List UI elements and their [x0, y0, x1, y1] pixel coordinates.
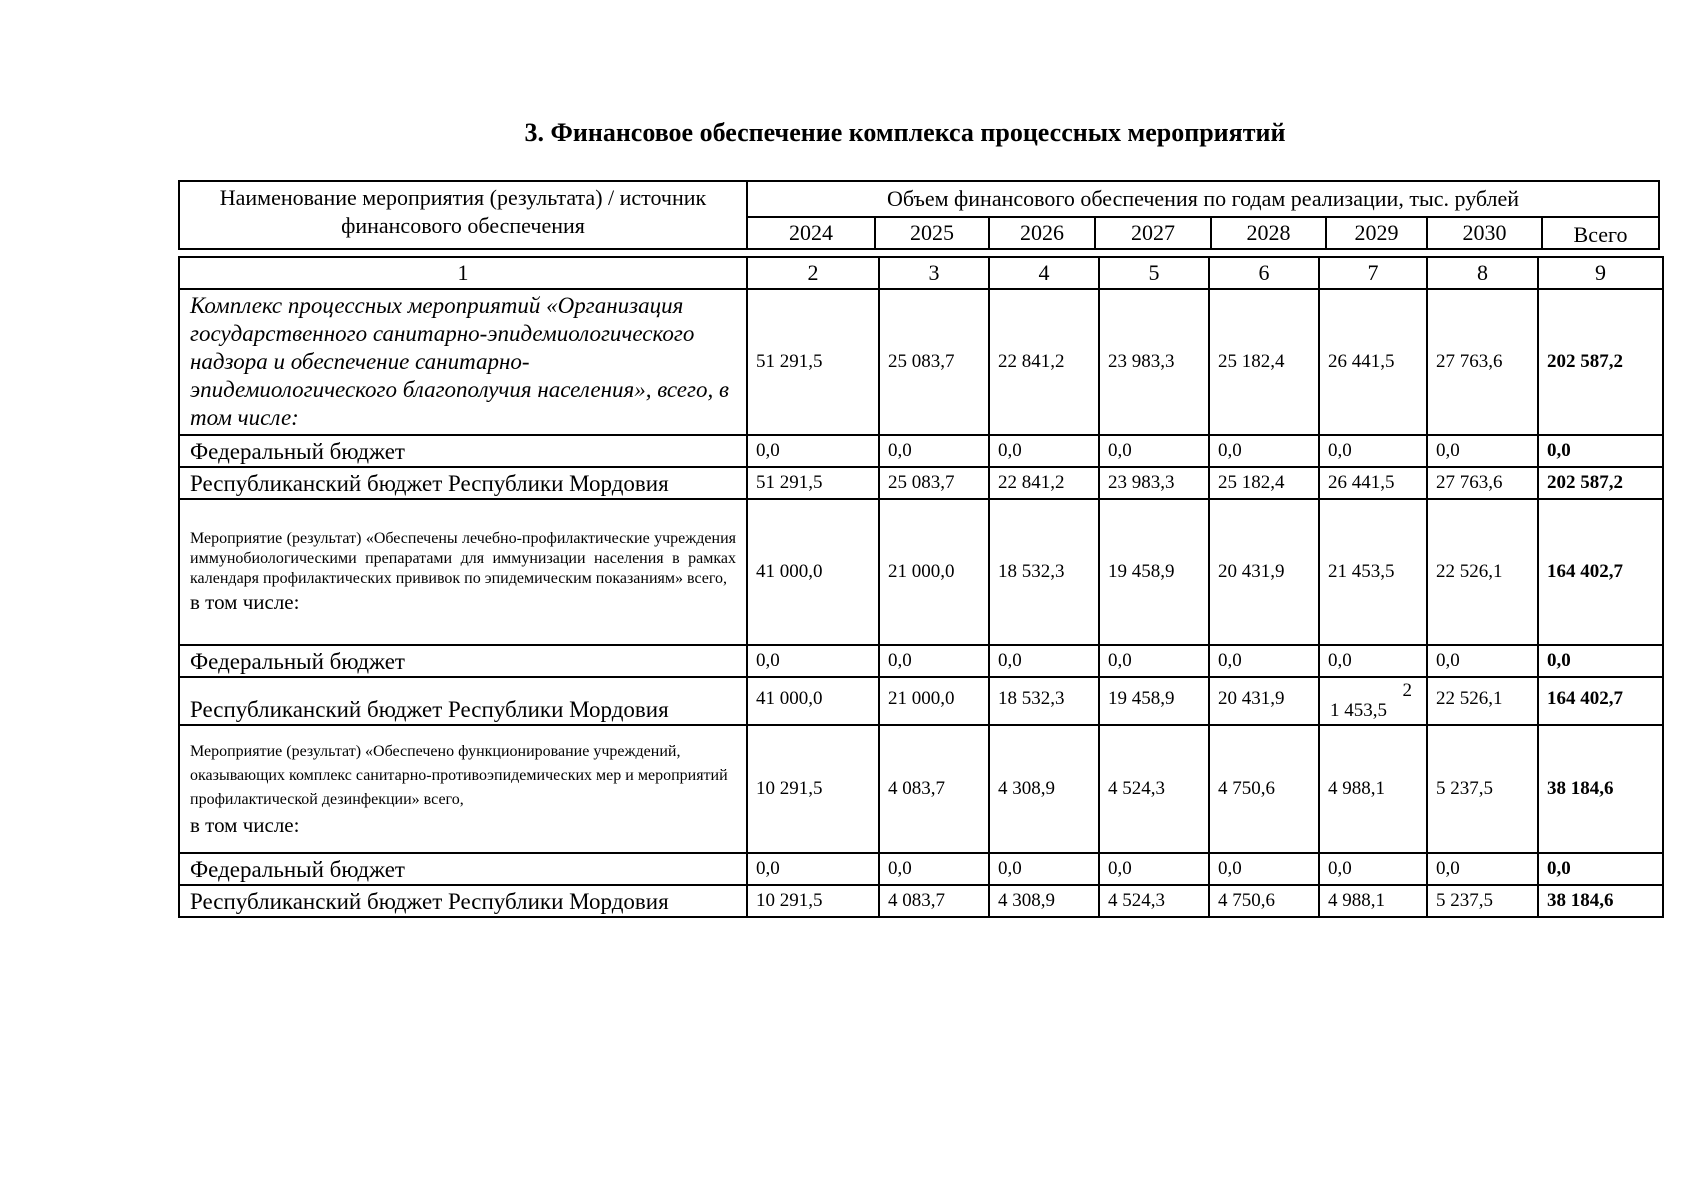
value-cell: 4 750,6	[1209, 885, 1319, 917]
value-cell: 25 083,7	[879, 289, 989, 435]
value-cell: 0,0	[747, 435, 879, 467]
row-label-cell	[179, 725, 747, 853]
column-number: 5	[1099, 257, 1209, 289]
row-label: Мероприятие (результат) «Обеспечены лечебно-профилактические учреждения иммунобиологическими препаратами для иммунизации населения в рамках календаря профилактических прививок по эпидемическим показаниям» всего,	[190, 530, 736, 587]
value-cell: 18 532,3	[989, 499, 1099, 645]
value-cell: 0,0	[879, 853, 989, 885]
total-cell: 164 402,7	[1538, 499, 1663, 645]
value-cell: 25 182,4	[1209, 467, 1319, 499]
value-cell: 0,0	[747, 853, 879, 885]
row-label: Республиканский бюджет Республики Мордовия	[179, 467, 747, 499]
value-cell: 5 237,5	[1427, 885, 1538, 917]
value-cell: 19 458,9	[1099, 499, 1209, 645]
value-cell: 5 237,5	[1427, 725, 1538, 853]
table-row	[179, 677, 1663, 725]
table-row	[179, 435, 1663, 467]
total-cell: 0,0	[1538, 645, 1663, 677]
column-number: 9	[1538, 257, 1663, 289]
row-label-tail: в том числе:	[190, 813, 300, 837]
value-cell: 0,0	[1427, 435, 1538, 467]
table-row	[179, 499, 1663, 645]
value-cell: 22 526,1	[1427, 677, 1538, 725]
row-label: Республиканский бюджет Республики Мордовия	[179, 677, 747, 725]
column-number: 8	[1427, 257, 1538, 289]
value-cell: 23 983,3	[1099, 289, 1209, 435]
value-cell: 22 841,2	[989, 289, 1099, 435]
value-cell: 21 000,0	[879, 677, 989, 725]
value-cell: 0,0	[1209, 853, 1319, 885]
total-cell: 0,0	[1538, 853, 1663, 885]
column-number: 1	[179, 257, 747, 289]
value-cell: 41 000,0	[747, 499, 879, 645]
value-cell: 0,0	[1099, 435, 1209, 467]
column-number: 6	[1209, 257, 1319, 289]
value-cell: 0,0	[1319, 853, 1427, 885]
value-cell: 22 841,2	[989, 467, 1099, 499]
header-volume-cell: Объем финансового обеспечения по годам реализации, тыс. рублей	[747, 181, 1659, 217]
row-label-tail: в том числе:	[190, 590, 300, 614]
total-cell: 202 587,2	[1538, 467, 1663, 499]
value-cell: 25 083,7	[879, 467, 989, 499]
row-label: Комплекс процессных мероприятий «Организация государственного санитарно-эпидемиологического надзора и обеспечение санитарно-эпидемиологического благополучия населения», всего, в том числе:	[179, 289, 747, 435]
value-cell: 4 750,6	[1209, 725, 1319, 853]
value-cell: 25 182,4	[1209, 289, 1319, 435]
value-cell: 0,0	[747, 645, 879, 677]
value-cell: 21 000,0	[879, 499, 989, 645]
value-cell: 0,0	[989, 435, 1099, 467]
header-year-2028: 2028	[1211, 217, 1326, 249]
value-cell: 20 431,9	[1209, 677, 1319, 725]
column-number: 7	[1319, 257, 1427, 289]
value-cell: 10 291,5	[747, 725, 879, 853]
column-number-row	[179, 257, 1663, 289]
value-cell: 26 441,5	[1319, 467, 1427, 499]
value-cell: 20 431,9	[1209, 499, 1319, 645]
header-year-2026: 2026	[989, 217, 1095, 249]
data-table	[178, 256, 1664, 918]
table-row	[179, 853, 1663, 885]
value-cell: 0,0	[1319, 645, 1427, 677]
value-cell: 0,0	[879, 645, 989, 677]
total-cell: 202 587,2	[1538, 289, 1663, 435]
value-cell: 0,0	[989, 853, 1099, 885]
value-cell: 0,0	[879, 435, 989, 467]
header-name-cell: Наименование мероприятия (результата) / источник финансового обеспечения	[179, 181, 747, 249]
row-label: Федеральный бюджет	[179, 435, 747, 467]
value-cell: 27 763,6	[1427, 289, 1538, 435]
value-cell: 26 441,5	[1319, 289, 1427, 435]
table-row	[179, 467, 1663, 499]
page-title: 3. Финансовое обеспечение комплекса процессных мероприятий	[524, 118, 1286, 147]
value-cell-split	[1319, 677, 1427, 725]
value-cell: 4 524,3	[1099, 885, 1209, 917]
value-cell: 51 291,5	[747, 289, 879, 435]
value-cell: 0,0	[1209, 435, 1319, 467]
table-row	[179, 885, 1663, 917]
row-label: Федеральный бюджет	[179, 645, 747, 677]
table-row	[179, 289, 1663, 435]
value-cell: 0,0	[1099, 645, 1209, 677]
header-year-2024: 2024	[747, 217, 875, 249]
row-label: Республиканский бюджет Республики Мордовия	[179, 885, 747, 917]
header-year-2030: 2030	[1427, 217, 1542, 249]
row-label: Мероприятие (результат) «Обеспечено функционирование учреждений, оказывающих комплекс санитарно-противоэпидемических мер и мероприятий профилактической дезинфекции» всего,	[190, 743, 728, 808]
value-cell: 4 308,9	[989, 885, 1099, 917]
value-cell: 21 453,5	[1319, 499, 1427, 645]
value-cell: 0,0	[1099, 853, 1209, 885]
table-row	[179, 725, 1663, 853]
value-cell: 41 000,0	[747, 677, 879, 725]
header-year-2029: 2029	[1326, 217, 1427, 249]
value-cell: 0,0	[1209, 645, 1319, 677]
row-label-cell	[179, 499, 747, 645]
column-number: 3	[879, 257, 989, 289]
value-cell: 18 532,3	[989, 677, 1099, 725]
column-number: 2	[747, 257, 879, 289]
total-cell: 38 184,6	[1538, 725, 1663, 853]
row-label: Федеральный бюджет	[179, 853, 747, 885]
value-cell: 22 526,1	[1427, 499, 1538, 645]
total-cell: 164 402,7	[1538, 677, 1663, 725]
value-cell: 10 291,5	[747, 885, 879, 917]
header-year-2025: 2025	[875, 217, 989, 249]
value-cell: 0,0	[1427, 645, 1538, 677]
value-cell: 23 983,3	[1099, 467, 1209, 499]
value-cell: 4 988,1	[1319, 725, 1427, 853]
header-year-2027: 2027	[1095, 217, 1211, 249]
value-cell: 1 453,5	[1330, 700, 1387, 721]
total-cell: 38 184,6	[1538, 885, 1663, 917]
value-prefix: 2	[1402, 680, 1412, 701]
value-cell: 0,0	[989, 645, 1099, 677]
value-cell: 4 988,1	[1319, 885, 1427, 917]
value-cell: 19 458,9	[1099, 677, 1209, 725]
table-row	[179, 645, 1663, 677]
value-cell: 4 083,7	[879, 725, 989, 853]
value-cell: 4 308,9	[989, 725, 1099, 853]
header-table	[178, 180, 1660, 250]
value-cell: 27 763,6	[1427, 467, 1538, 499]
header-total: Всего	[1542, 217, 1659, 249]
total-cell: 0,0	[1538, 435, 1663, 467]
value-cell: 4 524,3	[1099, 725, 1209, 853]
value-cell: 0,0	[1427, 853, 1538, 885]
column-number: 4	[989, 257, 1099, 289]
value-cell: 4 083,7	[879, 885, 989, 917]
value-cell: 0,0	[1319, 435, 1427, 467]
value-cell: 51 291,5	[747, 467, 879, 499]
